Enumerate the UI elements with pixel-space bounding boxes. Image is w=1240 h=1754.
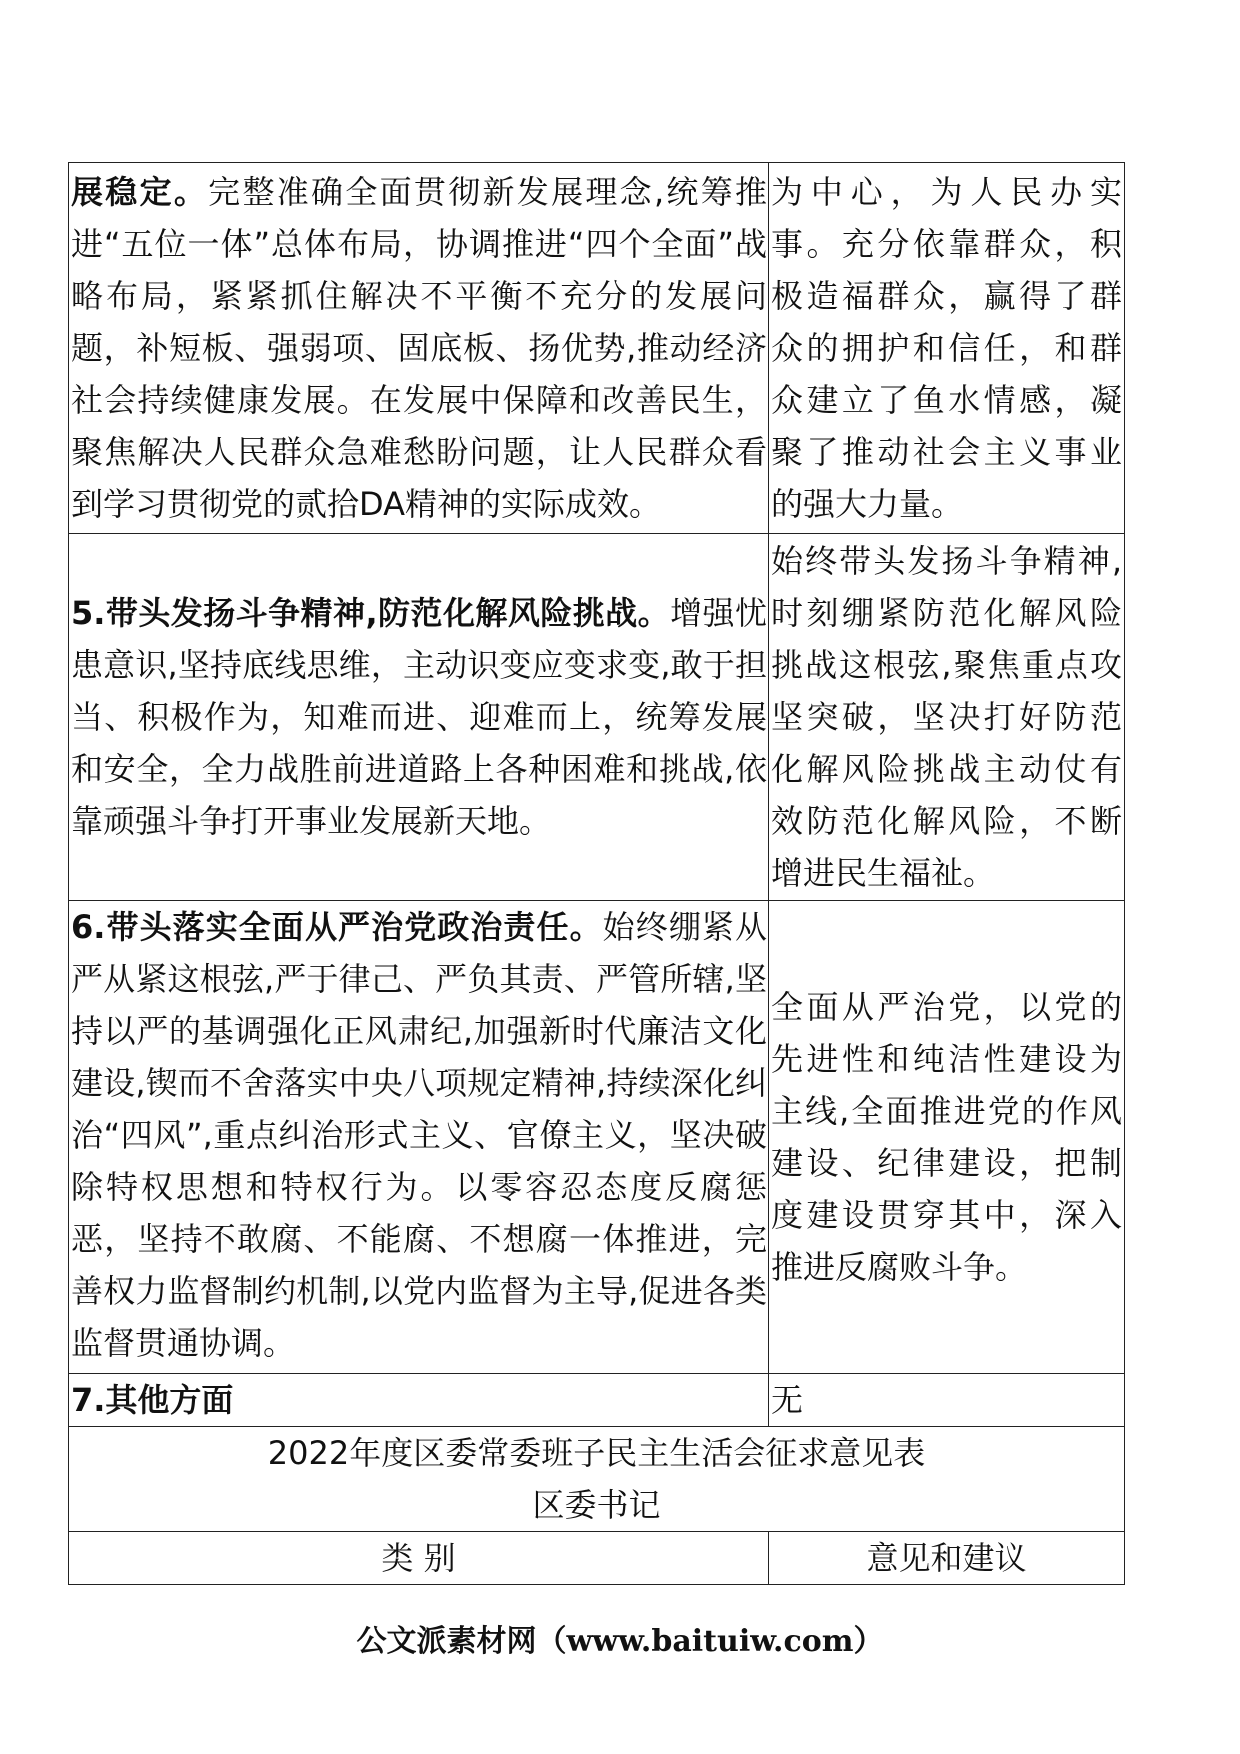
opinion-cell	[769, 163, 1125, 534]
item-description: 增强忧患意识,坚持底线思维，主动识变应变求变,敢于担当、积极作为，知难而进、迎难而上，统筹发展和安全，全力战胜前进道路上各种困难和挑战,依靠顽强斗争打开事业发展新天地。	[71, 594, 767, 840]
item-cell	[69, 163, 769, 534]
opinion-text: 始终带头发扬斗争精神,时刻绷紧防范化解风险挑战这根弦,聚焦重点攻坚突破，坚决打好防范化解风险挑战主动仗有效防范化解风险，不断增进民生福祉。	[771, 542, 1122, 892]
opinion-cell	[769, 1374, 1125, 1427]
header-opinions: 意见和建议	[769, 1532, 1125, 1585]
footer-source: 公文派素材网（www.baituiw.com）	[356, 1624, 884, 1659]
header-category: 类 别	[69, 1532, 769, 1585]
item-description: 始终绷紧从严从紧这根弦,严于律己、严负其责、严管所辖,坚持以严的基调强化正风肃纪,加强新时代廉洁文化建设,锲而不舍落实中央八项规定精神,持续深化纠治“四风”,重点纠治形式主义、官僚主义，坚决破除特权思想和特权行为。以零容忍态度反腐惩恶，坚持不敢腐、不能腐、不想腐一体推进，完善权力监督制约机制,以党内监督为主导,促进各类监督贯通协调。	[71, 908, 767, 1362]
table-header-row	[69, 1532, 1125, 1585]
item-cell	[69, 1374, 769, 1427]
table-title: 2022年度区委常委班子民主生活会征求意见表	[267, 1434, 926, 1472]
item-heading: 6.带头落实全面从严治党政治责任。	[71, 908, 603, 946]
table-row	[69, 901, 1125, 1374]
table-subtitle: 区委书记	[532, 1486, 661, 1524]
opinion-cell	[769, 534, 1125, 901]
table-title-row	[69, 1427, 1125, 1532]
table-row	[69, 163, 1125, 534]
opinion-table	[68, 162, 1125, 1585]
item-heading: 7.其他方面	[71, 1381, 234, 1419]
item-heading: 5.带头发扬斗争精神,防范化解风险挑战。	[71, 594, 671, 632]
item-cell	[69, 901, 769, 1374]
table-row	[69, 1374, 1125, 1427]
table-row	[69, 534, 1125, 901]
opinion-cell	[769, 901, 1125, 1374]
item-description: 完整准确全面贯彻新发展理念,统筹推进“五位一体”总体布局，协调推进“四个全面”战略布局，紧紧抓住解决不平衡不充分的发展问题，补短板、强弱项、固底板、扬优势,推动经济社会持续健康发展。在发展中保障和改善民生，聚焦解决人民群众急难愁盼问题，让人民群众看到学习贯彻党的贰拾DA精神的实际成效。	[71, 173, 767, 523]
table-title-cell	[69, 1427, 1125, 1532]
opinion-text: 全面从严治党，以党的先进性和纯洁性建设为主线,全面推进党的作风建设、纪律建设，把制度建设贯穿其中，深入推进反腐败斗争。	[771, 988, 1122, 1286]
opinion-text: 为中心，为人民办实事。充分依靠群众，积极造福群众，赢得了群众的拥护和信任，和群众建立了鱼水情感，凝聚了推动社会主义事业的强大力量。	[771, 173, 1122, 523]
item-cell	[69, 534, 769, 901]
opinion-text: 无	[771, 1381, 804, 1419]
item-heading: 展稳定。	[71, 173, 209, 211]
